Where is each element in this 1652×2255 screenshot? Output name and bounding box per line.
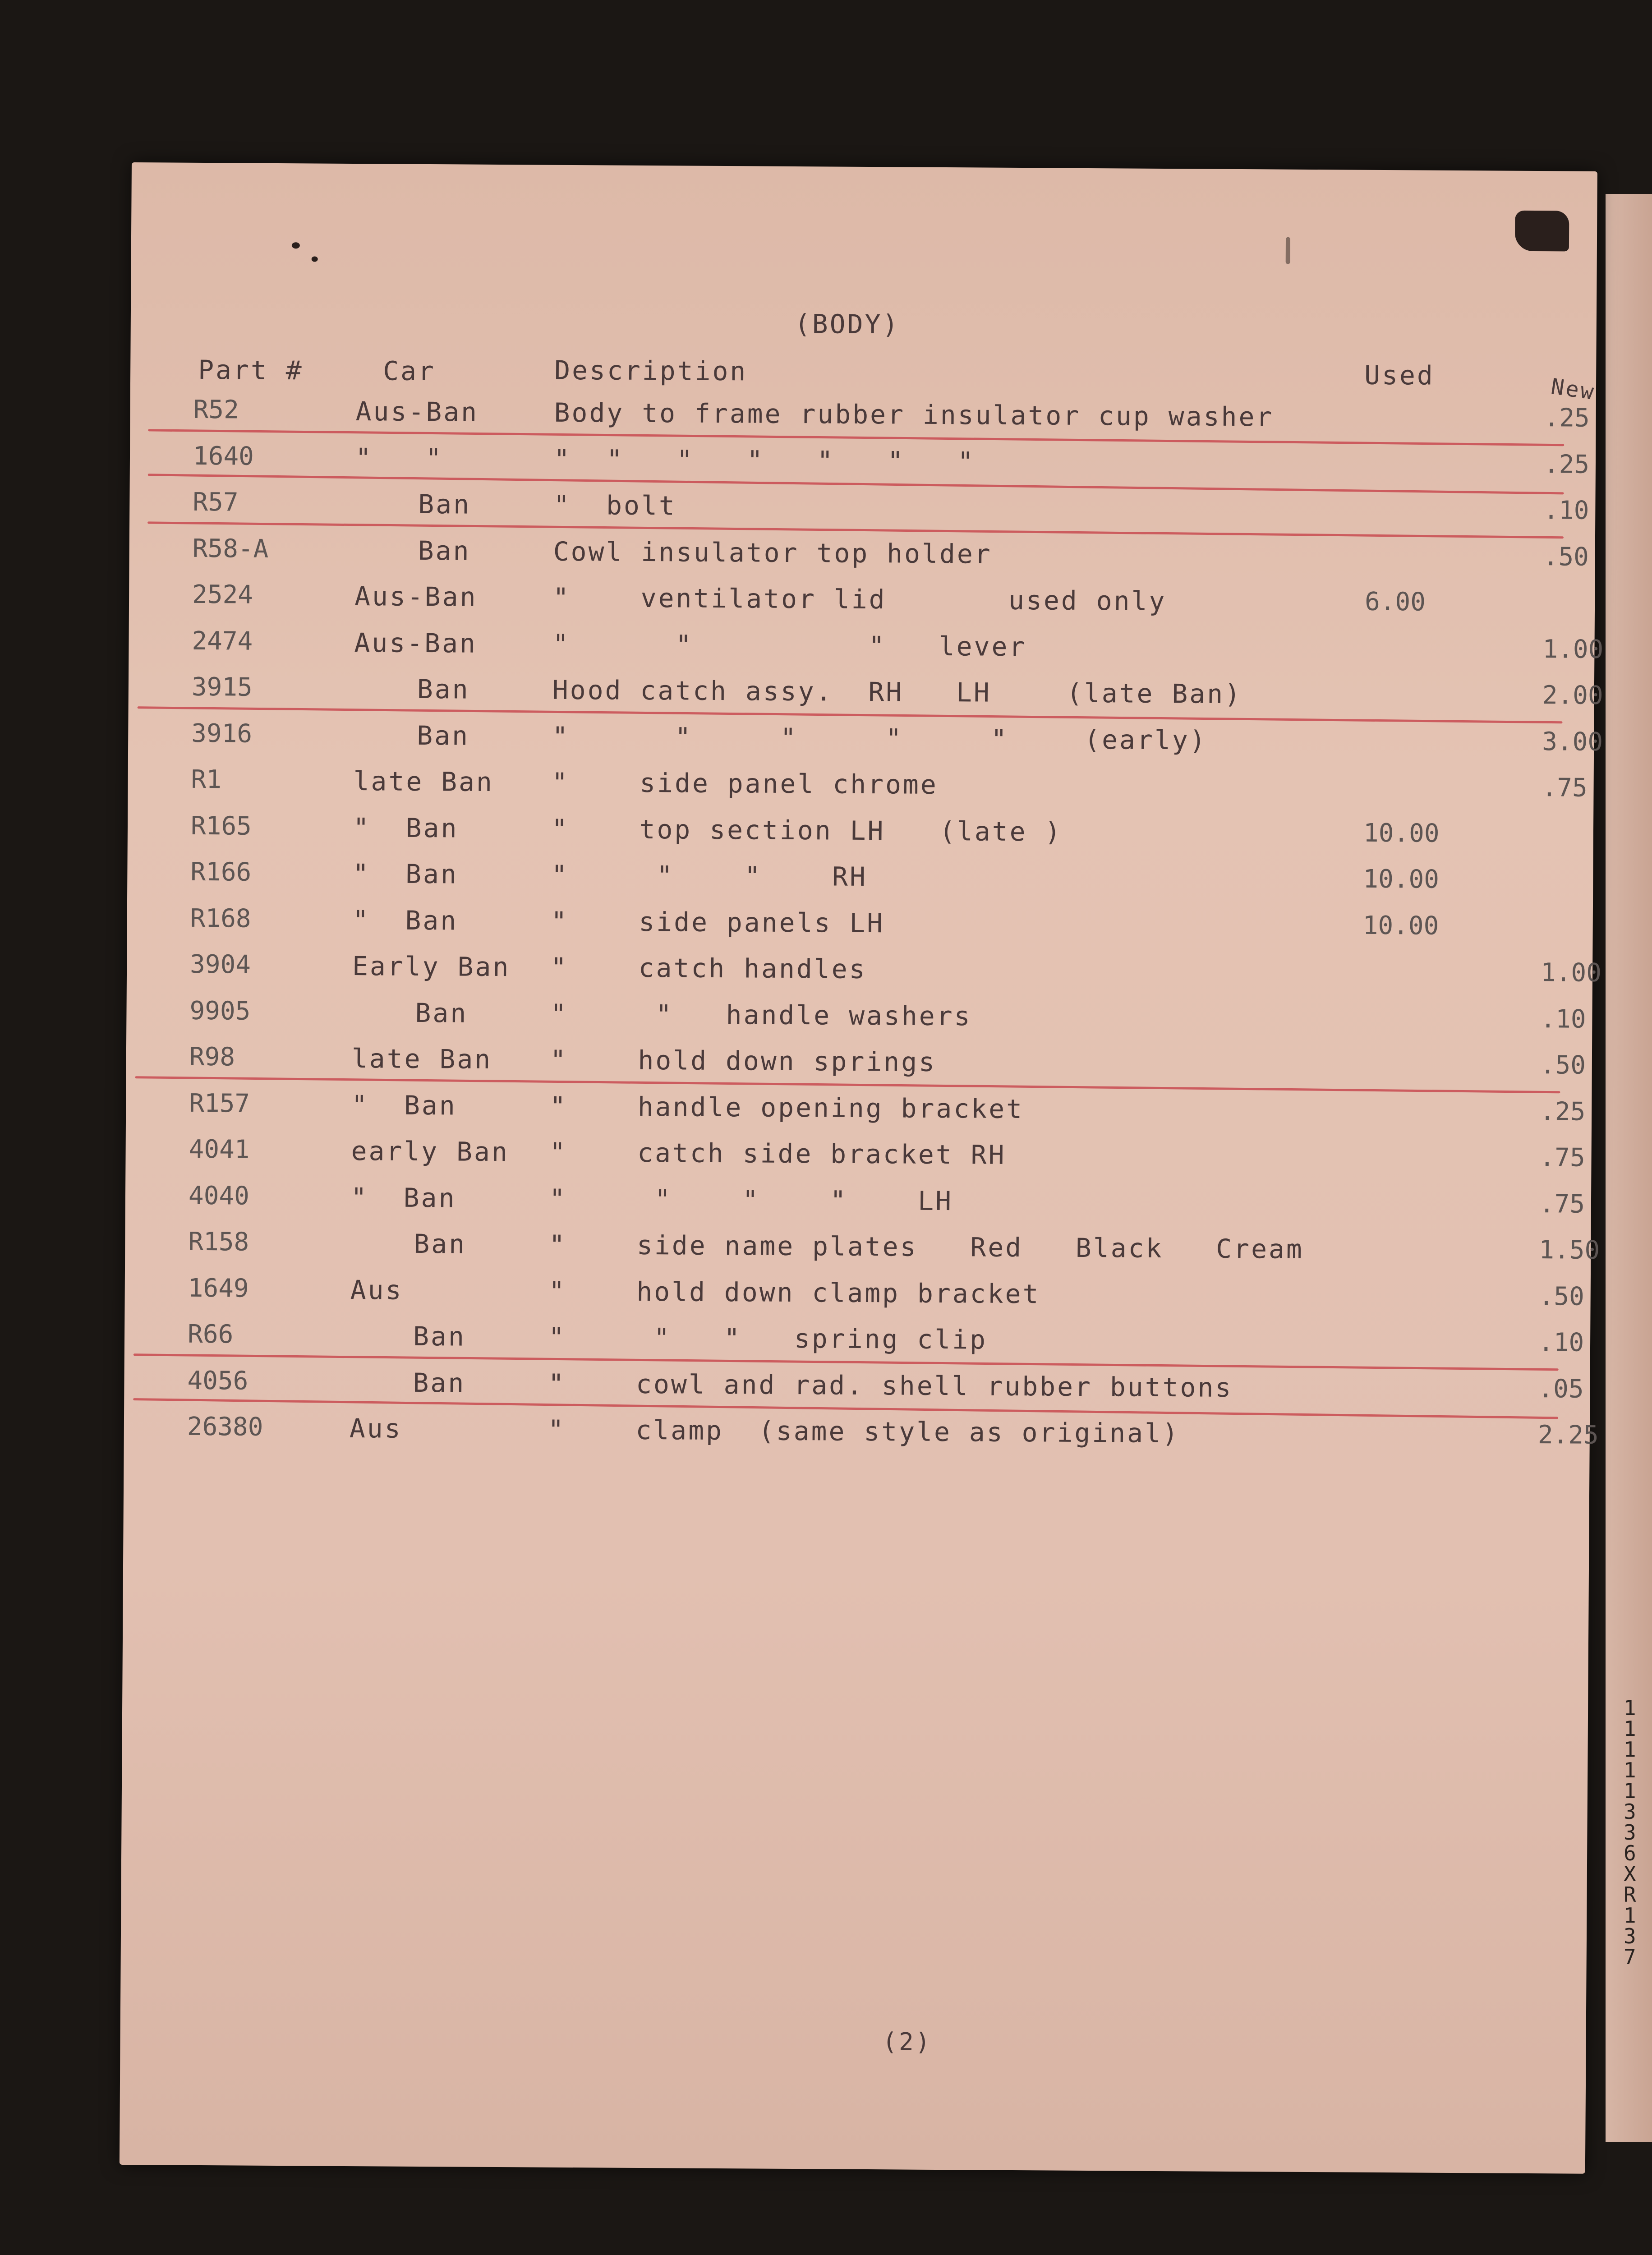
used-price: 10.00	[1363, 864, 1440, 894]
description: " side name plates Red Black Cream	[549, 1229, 1304, 1265]
part-number: 1649	[188, 1273, 249, 1303]
part-number: 9905	[189, 996, 251, 1026]
description-note: (late Ban)	[1066, 677, 1242, 710]
description: " " handle washers	[550, 998, 972, 1031]
part-number: R66	[187, 1319, 234, 1349]
description-note: (late )	[939, 815, 1063, 847]
description: " " " " LH	[549, 1183, 953, 1216]
car-model: Ban	[417, 673, 470, 705]
red-underline	[147, 521, 1564, 538]
header-car: Car	[382, 355, 436, 387]
part-number: R58-A	[192, 534, 269, 564]
part-number: 3916	[191, 718, 253, 749]
header-part: Part #	[198, 354, 304, 386]
part-number: R52	[193, 395, 239, 425]
part-number: R165	[190, 811, 252, 841]
car-model: Ban	[417, 720, 470, 751]
car-model: " Ban	[352, 904, 458, 936]
car-model: " Ban	[353, 812, 459, 843]
red-underline	[148, 474, 1564, 494]
description: Cowl insulator top holder	[553, 536, 992, 570]
new-price: .10	[1538, 1328, 1584, 1358]
new-price: 1.50	[1539, 1235, 1600, 1265]
new-price: .75	[1539, 1143, 1585, 1173]
edge-text-fragment: 3	[1624, 1820, 1636, 1845]
part-number: 4041	[189, 1134, 250, 1164]
new-price: .50	[1540, 1050, 1586, 1080]
car-model: Ban	[415, 997, 468, 1029]
part-number: R157	[189, 1088, 250, 1118]
new-price: .75	[1542, 773, 1588, 803]
new-price: .25	[1540, 1096, 1586, 1127]
car-model: Aus	[350, 1274, 403, 1306]
car-model: Ban	[413, 1321, 466, 1352]
new-price: 1.00	[1542, 634, 1604, 664]
edge-text-fragment: 1	[1624, 1779, 1636, 1803]
car-model: late Ban	[353, 766, 494, 797]
used-price: 10.00	[1362, 911, 1439, 941]
part-number: R168	[190, 903, 251, 934]
edge-text-fragment: 7	[1624, 1945, 1636, 1969]
new-price: 3.00	[1542, 727, 1603, 757]
new-price: .25	[1543, 449, 1590, 479]
car-model: Early Ban	[352, 951, 511, 983]
part-number: 2524	[192, 580, 253, 610]
red-underline	[133, 1353, 1559, 1371]
car-model: " Ban	[353, 858, 459, 890]
part-number: 4040	[188, 1181, 250, 1211]
part-number: 26380	[187, 1412, 263, 1442]
part-number: R1	[191, 764, 222, 795]
car-model: Aus-Ban	[355, 396, 479, 428]
edge-text-fragment: 1	[1624, 1696, 1636, 1720]
car-model: Ban	[418, 535, 471, 566]
new-price: .50	[1538, 1281, 1585, 1312]
description: " top section LH	[551, 813, 885, 846]
new-price: 2.00	[1542, 681, 1603, 710]
description: " handle opening bracket	[550, 1091, 1024, 1124]
section-title: (BODY)	[794, 308, 900, 340]
car-model: Aus	[349, 1413, 402, 1444]
part-number: R158	[188, 1227, 249, 1257]
ink-blot	[1515, 211, 1569, 252]
car-model: Ban	[418, 488, 471, 520]
part-number: 4056	[187, 1366, 248, 1396]
description-note: used only	[1008, 584, 1167, 617]
description: " " " RH	[551, 859, 868, 892]
car-model: late Ban	[351, 1043, 492, 1075]
edge-text-fragment: X	[1624, 1862, 1636, 1886]
red-underline	[135, 1076, 1560, 1093]
used-price: 10.00	[1363, 818, 1440, 848]
description: Hood catch assy. RH LH	[552, 674, 992, 708]
parts-list-sheet	[120, 162, 1604, 2174]
used-price: 6.00	[1364, 587, 1426, 617]
part-number: 1640	[193, 441, 254, 471]
page-number: (2)	[882, 2027, 932, 2056]
description: " cowl and rad. shell rubber buttons	[548, 1368, 1233, 1403]
new-price: .10	[1543, 496, 1589, 525]
paper-speck	[1286, 237, 1290, 264]
paper-speck	[292, 242, 300, 249]
description: " hold down clamp bracket	[548, 1275, 1040, 1309]
edge-text-fragment: 1	[1624, 1903, 1636, 1928]
edge-text-fragment: 6	[1624, 1841, 1636, 1865]
description: " catch handles	[550, 952, 867, 985]
car-model: Aus-Ban	[354, 581, 478, 612]
description: " hold down springs	[550, 1044, 937, 1077]
part-number: R166	[190, 857, 252, 887]
description: " " " lever	[552, 628, 1027, 662]
description: " " " " "	[552, 721, 1009, 755]
edge-text-fragment: 1	[1624, 1737, 1636, 1762]
header-used: Used	[1364, 359, 1435, 391]
edge-text-fragment: 3	[1624, 1799, 1636, 1824]
description: " catch side bracket RH	[549, 1137, 1006, 1170]
description: " " " " " " "	[553, 443, 976, 477]
red-underline	[138, 706, 1563, 723]
part-number: R57	[193, 487, 239, 517]
description: " side panel chrome	[552, 767, 939, 800]
header-new: New	[1549, 373, 1597, 405]
description: " bolt	[553, 489, 677, 521]
new-price: .10	[1540, 1004, 1586, 1034]
edge-text-fragment: R	[1624, 1882, 1636, 1907]
description: " clamp (same style as original)	[548, 1414, 1180, 1449]
description: " " " spring clip	[548, 1321, 988, 1355]
part-number: 3904	[189, 949, 251, 980]
part-number: 3915	[191, 672, 253, 702]
new-price: .05	[1538, 1374, 1584, 1404]
description: " side panels LH	[551, 906, 885, 939]
description: Body to frame rubber insulator cup washer	[554, 397, 1274, 433]
car-model: Ban	[413, 1367, 466, 1399]
car-model: " "	[355, 442, 443, 474]
description-note: (early)	[1084, 724, 1207, 756]
paper-speck	[312, 256, 318, 262]
red-pencil-underlines	[132, 162, 1597, 171]
new-price: .75	[1539, 1189, 1585, 1219]
edge-text-fragment: 1	[1624, 1758, 1636, 1782]
part-number: 2474	[192, 626, 253, 656]
new-price: 1.00	[1540, 958, 1602, 988]
new-price: 2.25	[1537, 1420, 1599, 1450]
car-model: " Ban	[351, 1089, 457, 1121]
edge-text-fragment: 3	[1624, 1924, 1636, 1948]
new-price: .25	[1544, 403, 1590, 433]
part-number: R98	[189, 1042, 235, 1072]
car-model: early Ban	[351, 1136, 510, 1168]
header-description: Description	[554, 354, 748, 387]
car-model: Aus-Ban	[354, 627, 478, 659]
new-price: .50	[1543, 542, 1589, 572]
edge-text-fragment: 1	[1624, 1717, 1636, 1741]
car-model: " Ban	[350, 1182, 456, 1213]
car-model: Ban	[414, 1228, 467, 1260]
description: " ventilator lid	[552, 582, 887, 615]
